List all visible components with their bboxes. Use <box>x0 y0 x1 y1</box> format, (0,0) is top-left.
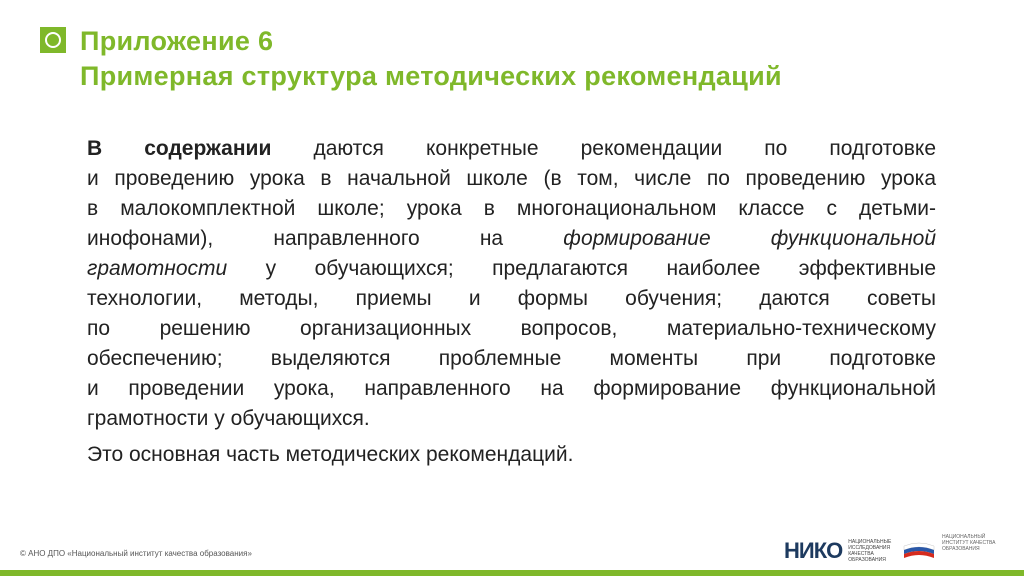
niko-logo-mark: НИКО <box>784 538 843 563</box>
para-line: В содержании даются конкретные рекомендации по подготовке <box>87 137 936 160</box>
para-line: и проведению урока в начальной школе (в том, числе по проведению урока <box>87 167 936 190</box>
para-line: в малокомплектной школе; урока в многонациональном классе с детьми- <box>87 197 936 220</box>
content-paragraph-2: Это основная часть методических рекомендаций. <box>87 443 574 466</box>
bold-term: В содержании <box>87 137 272 160</box>
para-line: технологии, методы, приемы и формы обучения; даются советы <box>87 287 936 310</box>
content-paragraph-1 <box>87 134 936 434</box>
para-line: по решению организационных вопросов, материально-техническому <box>87 317 936 340</box>
copyright-text: © АНО ДПО «Национальный институт качества образования» <box>20 549 252 558</box>
para-line: обеспечению; выделяются проблемные моменты при подготовке <box>87 347 936 370</box>
italic-term: формирование функциональной <box>563 227 936 250</box>
para-line: и проведении урока, направленного на формирование функциональной <box>87 377 936 400</box>
niko-logo <box>784 538 908 564</box>
institute-logo-text: НАЦИОНАЛЬНЫЙ ИНСТИТУТ КАЧЕСТВА ОБРАЗОВАНИЯ <box>942 534 996 552</box>
title-line-2: Примерная структура методических рекомендаций <box>80 61 782 91</box>
page-title <box>80 24 782 94</box>
para-line: инофонами), направленного на формирование функциональной <box>87 227 936 250</box>
main-content <box>87 134 936 470</box>
italic-term: грамотности <box>87 257 228 280</box>
footer-accent-bar <box>0 570 1024 576</box>
title-bullet-icon <box>40 27 66 53</box>
flag-logo-icon <box>902 540 936 562</box>
niko-logo-subtitle: НАЦИОНАЛЬНЫЕ ИССЛЕДОВАНИЯ КАЧЕСТВА ОБРАЗОВАНИЯ <box>848 539 892 563</box>
para-line: грамотности у обучающихся; предлагаются наиболее эффективные <box>87 257 937 280</box>
title-line-1: Приложение 6 <box>80 26 274 56</box>
para-line: грамотности у обучающихся. <box>87 407 370 430</box>
